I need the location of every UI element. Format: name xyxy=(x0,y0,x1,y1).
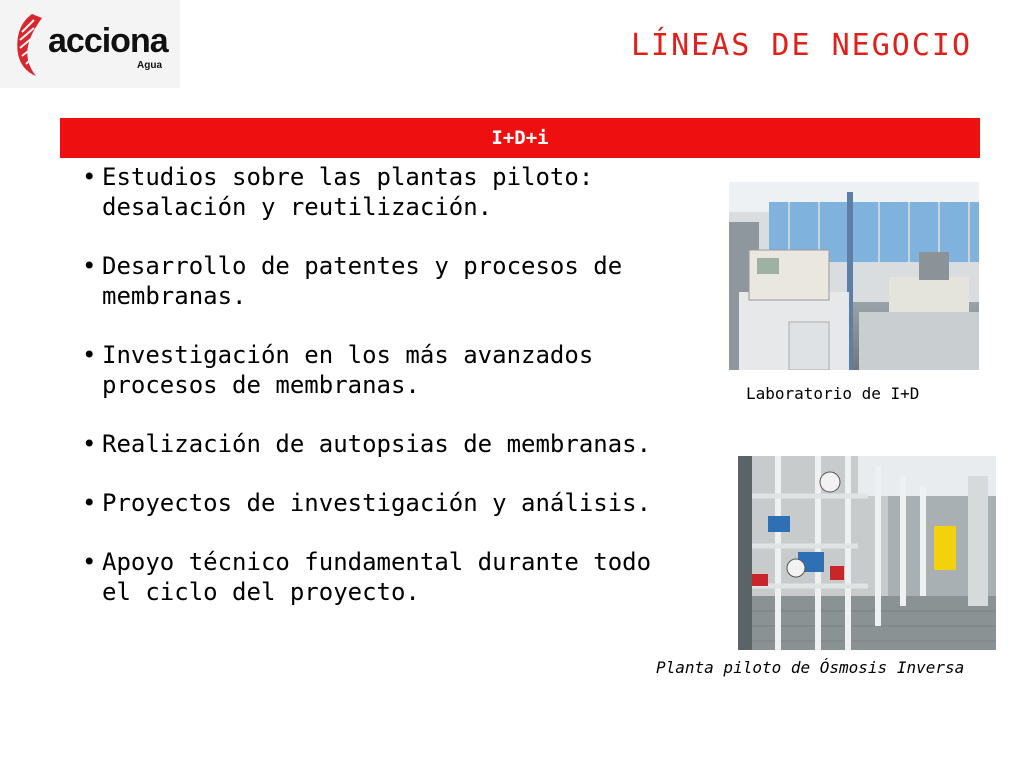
pilot-plant-photo-caption: Planta piloto de Ósmosis Inversa xyxy=(656,658,965,677)
bullet-item xyxy=(78,162,678,222)
logo-wordmark: acciona xyxy=(48,22,168,60)
bullet-item xyxy=(78,547,678,607)
bullet-text: Realización de autopsias de membranas. xyxy=(102,430,652,458)
pilot-plant-photo xyxy=(738,456,996,650)
bullet-list xyxy=(78,162,678,636)
logo-subtitle: Agua xyxy=(137,60,162,71)
bullet-item xyxy=(78,429,678,459)
bullet-item xyxy=(78,251,678,311)
bullet-text: Desarrollo de patentes y procesos de membranas. xyxy=(102,252,623,310)
slide-title: LÍNEAS DE NEGOCIO xyxy=(630,28,972,63)
acciona-leaf-icon xyxy=(12,10,46,78)
bullet-dot: • xyxy=(82,548,97,576)
bullet-text: Proyectos de investigación y análisis. xyxy=(102,489,652,517)
logo xyxy=(0,0,180,88)
bullet-text: Estudios sobre las plantas piloto: desalación y reutilización. xyxy=(102,163,594,221)
bullet-dot: • xyxy=(82,252,97,280)
bullet-text: Investigación en los más avanzados procesos de membranas. xyxy=(102,341,594,399)
bullet-dot: • xyxy=(82,430,97,458)
bullet-dot: • xyxy=(82,341,97,369)
bullet-dot: • xyxy=(82,489,97,517)
lab-photo xyxy=(729,182,979,370)
lab-photo-caption: Laboratorio de I+D xyxy=(746,384,920,403)
bullet-text: Apoyo técnico fundamental durante todo el ciclo del proyecto. xyxy=(102,548,652,606)
bullet-dot: • xyxy=(82,163,97,191)
bullet-item xyxy=(78,488,678,518)
section-band: I+D+i xyxy=(60,118,980,158)
bullet-item xyxy=(78,340,678,400)
